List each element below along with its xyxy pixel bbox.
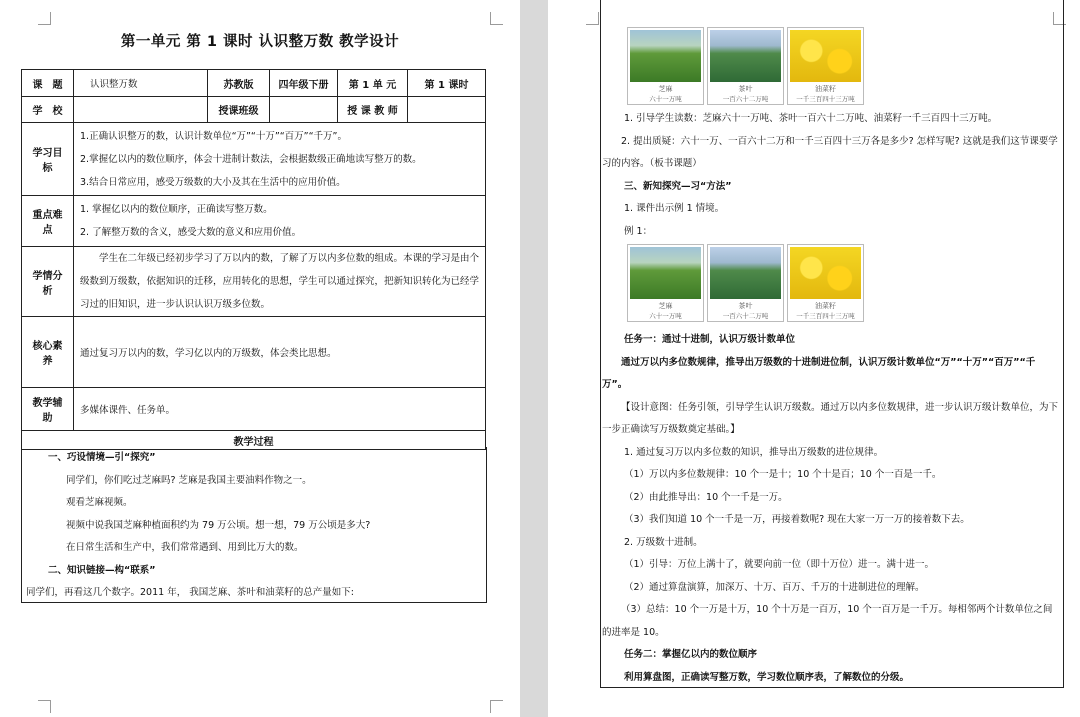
text-line: （3）总结：10 个一万是十万，10 个十万是一百万，10 个一百万是一千万。每相邻两个计数单位之间的进率是 10。: [602, 604, 1053, 638]
text-line: （2）通过算盘演算，加深万、十万、百万、千万的十进制进位的理解。: [624, 581, 925, 593]
edition: 苏教版: [208, 70, 270, 97]
image-caption-name: 茶叶: [738, 302, 753, 310]
goal-item: 1.正确认识整万的数，认识计数单位“万”“十万”“百万”“千万”。: [80, 130, 347, 142]
production-images-top: [627, 27, 864, 105]
aids-label: 教学辅助: [22, 388, 74, 431]
crop-mark: [38, 700, 51, 713]
process-line: 观看芝麻视频。: [66, 497, 133, 508]
school-value: [74, 97, 208, 123]
text-line: 1. 引导学生读数：芝麻六十一万吨、茶叶一百六十二万吨、油菜籽一千三百四十三万吨。: [624, 113, 998, 124]
text-line: （1）万以内多位数规律：10 个一是十；10 个十是百；10 个一百是一千。: [624, 469, 942, 480]
text-line: （2）由此推导出：10 个一千是一万。: [624, 491, 788, 503]
example-label: 例 1：: [624, 225, 653, 237]
keypoints-cell: [74, 196, 486, 247]
section-heading: 三、新知探究—习“方法”: [624, 180, 732, 192]
process-line: 在日常生活和生产中，我们常常遇到、用到比万大的数。: [66, 542, 304, 553]
text-line: 1. 课件出示例 1 情境。: [624, 203, 725, 214]
teacher-value: [408, 97, 486, 123]
image-caption-amount: 一百六十二万吨: [722, 95, 769, 103]
teacher-label: 授 课 教 师: [338, 97, 408, 123]
tea-field-picture: [710, 247, 781, 299]
process-line: 同学们，再看这几个数字。2011 年， 我国芝麻、茶叶和油菜籽的总产量如下:: [26, 587, 354, 598]
text-line: 通过万以内多位数规律，推导出万级数的十进制进位制，认识万级计数单位“万”“十万”“百万”“千万”。: [602, 356, 1036, 390]
section-heading: 二、知识链接—构“联系”: [48, 564, 156, 576]
text-line: （3）我们知道 10 个一千是一万，再接着数呢? 现在大家一万一万的接着数下去。: [624, 514, 970, 525]
core-label: 核心素养: [22, 317, 74, 388]
text-line: 2. 万级数十进制。: [624, 536, 703, 548]
task-heading: 任务二：掌握亿以内的数位顺序: [624, 649, 758, 660]
production-images-example: [627, 244, 864, 322]
aids-text: 多媒体课件、任务单。: [74, 388, 486, 431]
core-text: 通过复习万以内的数，学习亿以内的万级数，体会类比思想。: [74, 317, 486, 388]
rapeseed-image: [787, 244, 864, 322]
class-label: 授课班级: [208, 97, 270, 123]
text-line: 1. 通过复习万以内多位数的知识，推导出万级数的进位规律。: [624, 446, 884, 458]
image-caption-name: 茶叶: [738, 85, 753, 93]
sesame-field-picture: [630, 247, 701, 299]
crop-mark: [490, 12, 503, 25]
lesson-number: 第 1 课时: [408, 70, 486, 97]
text-line: （1）引导：万位上满十了，就要向前一位（即十万位）进一。满十进一。: [624, 559, 935, 570]
grade: 四年级下册: [270, 70, 338, 97]
right-top-text: [602, 108, 1058, 243]
analysis-text: 学生在二年级已经初步学习了万以内的数，了解了万以内多位数的组成。本课的学习是由个级数到万级数，依据知识的迁移，应用转化的思想，学生可以通过探究，把新知识转化为已经学习过的旧知识，进一步认识认识万级多位数。: [80, 253, 480, 310]
design-note: 【设计意图：任务引领，引导学生认识万级数。通过万以内多位数规律，进一步认识万级计数单位，为下一步正确读写万级数奠定基础。】: [602, 401, 1059, 435]
process-header: 教学过程: [22, 431, 486, 450]
goal-item: 2.掌握亿以内的数位顺序，体会十进制计数法，会根据数级正确地读写整万的数。: [80, 153, 422, 165]
process-line: 同学们，你们吃过芝麻吗? 芝麻是我国主要油料作物之一。: [66, 474, 312, 486]
rapeseed-image: [787, 27, 864, 105]
crop-mark: [586, 12, 599, 25]
tea-image: [707, 244, 784, 322]
text-line: 利用算盘图，正确读写整万数，学习数位顺序表，了解数位的分级。: [624, 671, 910, 683]
analysis-label: 学情分析: [22, 247, 74, 317]
right-bottom-text: [602, 329, 1058, 689]
document-title: 第一单元 第 1 课时 认识整万数 教学设计: [120, 34, 400, 50]
image-caption-amount: 一千三百四十三万吨: [796, 312, 855, 320]
rapeseed-flower-picture: [790, 30, 861, 82]
crop-mark: [490, 700, 503, 713]
image-caption-name: 芝麻: [658, 85, 673, 93]
image-caption-amount: 一千三百四十三万吨: [796, 95, 855, 103]
section-heading: 一、巧设情境—引“探究”: [48, 452, 156, 463]
goals-cell: [74, 123, 486, 196]
rapeseed-flower-picture: [790, 247, 861, 299]
image-caption-amount: 六十一万吨: [649, 312, 682, 320]
crop-mark: [38, 12, 51, 25]
sesame-field-picture: [630, 30, 701, 82]
image-caption-name: 油菜籽: [815, 302, 836, 310]
task-heading: 任务一：通过十进制，认识万级计数单位: [624, 334, 796, 345]
tea-field-picture: [710, 30, 781, 82]
course-value: 认识整万数: [74, 70, 208, 97]
image-caption-name: 油菜籽: [815, 85, 836, 93]
lesson-info-table: [21, 69, 486, 450]
unit: 第 1 单 元: [338, 70, 408, 97]
process-section: [21, 447, 487, 603]
process-line: 视频中说我国芝麻种植面积约为 79 万公顷。想一想，79 万公顷是多大?: [66, 519, 371, 531]
sesame-image: [627, 244, 704, 322]
goal-item: 3.结合日常应用，感受万级数的大小及其在生活中的应用价值。: [80, 176, 346, 188]
keypoint-item: 1. 掌握亿以内的数位顺序，正确读写整万数。: [80, 204, 273, 215]
image-caption-amount: 一百六十二万吨: [722, 312, 769, 320]
page-gutter: [520, 0, 548, 717]
course-label: 课 题: [22, 70, 74, 97]
image-caption-amount: 六十一万吨: [649, 95, 682, 103]
keypoints-label: 重点难点: [22, 196, 74, 247]
sesame-image: [627, 27, 704, 105]
goals-label: 学习目标: [22, 123, 74, 196]
text-line: 2. 提出质疑：六十一万、一百六十二万和一千三百四十三万各是多少? 怎样写呢? 这就是我们这节课要学习的内容。（板书课题）: [602, 135, 1058, 169]
school-label: 学 校: [22, 97, 74, 123]
image-caption-name: 芝麻: [658, 302, 673, 310]
analysis-cell: [74, 247, 486, 317]
keypoint-item: 2. 了解整万数的含义，感受大数的意义和应用价值。: [80, 227, 302, 238]
class-value: [270, 97, 338, 123]
tea-image: [707, 27, 784, 105]
